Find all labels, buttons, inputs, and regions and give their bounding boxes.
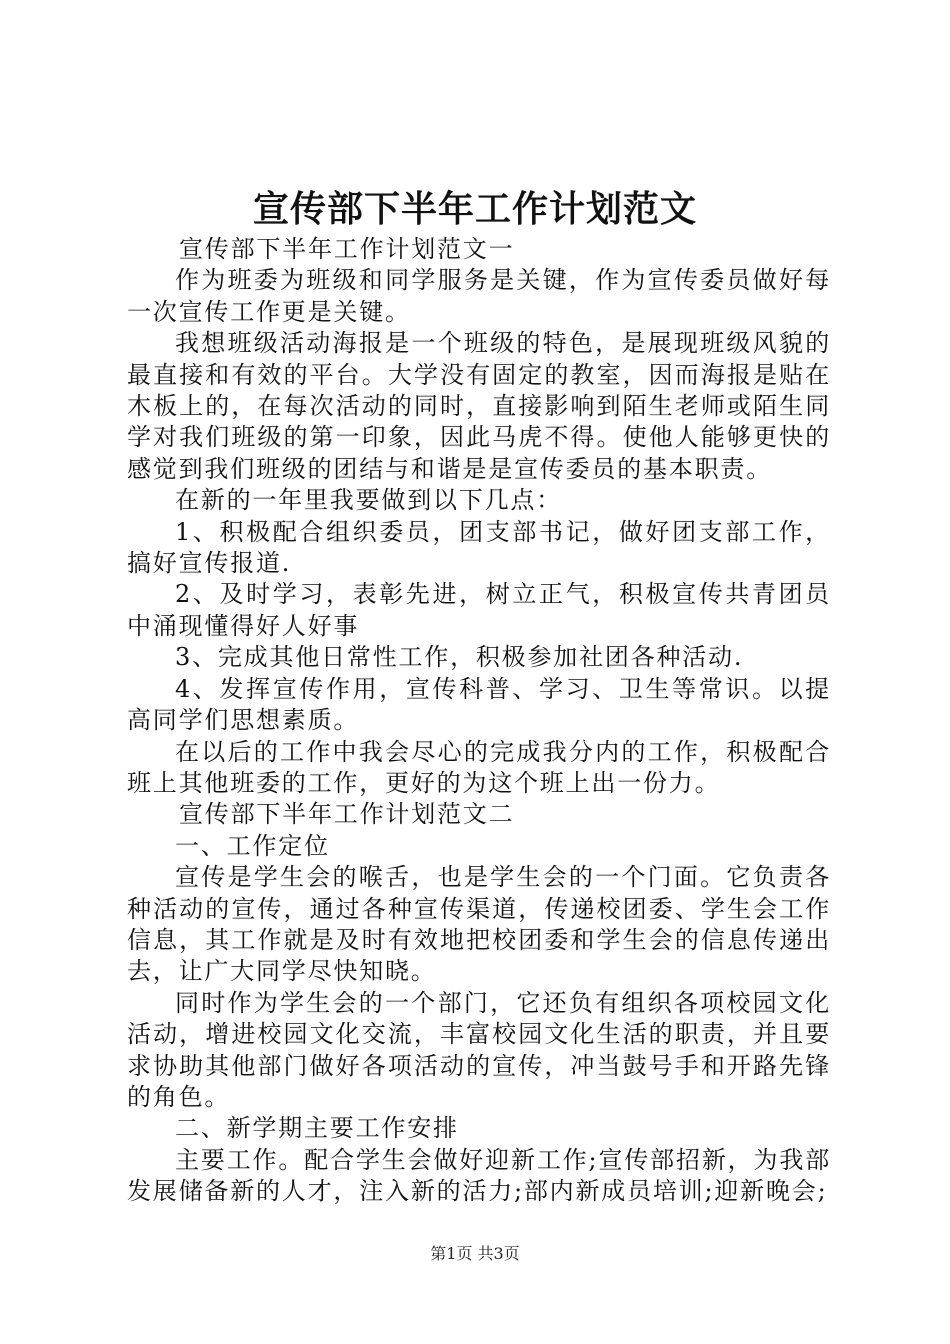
subsection-heading: 二、新学期主要工作安排 — [175, 1114, 459, 1143]
paragraph: 作为班委为班级和同学服务是关键，作为宣传委员做好每一次宣传工作更是关键。 — [127, 266, 831, 326]
document-title: 宣传部下半年工作计划范文 — [252, 188, 697, 230]
section-heading: 宣传部下半年工作计划范文二 — [179, 800, 515, 829]
paragraph: 同时作为学生会的一个部门，它还负有组织各项校园文化活动，增进校园文化交流，丰富校园文化生活的职责，并且要求协助其他部门做好各项活动的宣传，冲当鼓号手和开路先锋的角色。 — [127, 988, 831, 1111]
list-item: 2、及时学习，表彰先进，树立正气，积极宣传共青团员中涌现懂得好人好事 — [127, 580, 831, 640]
section-heading: 宣传部下半年工作计划范文一 — [179, 235, 515, 263]
paragraph: 在以后的工作中我会尽心的完成我分内的工作，积极配合班上其他班委的工作，更好的为这个班上出一份力。 — [127, 737, 831, 797]
page-footer: 第1页 共3页 — [430, 1244, 520, 1263]
subsection-heading: 一、工作定位 — [175, 831, 330, 860]
list-item: 4、发挥宣传作用，宣传科普、学习、卫生等常识。以提高同学们思想素质。 — [127, 674, 831, 735]
paragraph: 宣传是学生会的喉舌，也是学生会的一个门面。它负责各种活动的宣传，通过各种宣传渠道，传递校团委、学生会工作信息，其工作就是及时有效地把校团委和学生会的信息传递出去，让广大同学尽快知晓。 — [127, 863, 831, 986]
list-item: 3、完成其他日常性工作，积极参加社团各种活动. — [175, 643, 744, 672]
document-body — [127, 234, 831, 1208]
paragraph: 在新的一年里我要做到以下几点： — [175, 486, 562, 515]
paragraph: 我想班级活动海报是一个班级的特色，是展现班级风貌的最直接和有效的平台。大学没有固定的教室，因而海报是贴在木板上的，在每次活动的同时，直接影响到陌生老师或陌生同学对我们班级的第一印象，因此马虎不得。使他人能够更快的感觉到我们班级的团结与和谐是是宣传委员的基本职责。 — [127, 329, 831, 483]
paragraph: 主要工作。配合学生会做好迎新工作;宣传部招新，为我部发展储备新的人才，注入新的活力;部内新成员培训;迎新晚会; — [127, 1145, 831, 1206]
list-item: 1、积极配合组织委员，团支部书记，做好团支部工作，搞好宣传报道. — [127, 517, 831, 578]
